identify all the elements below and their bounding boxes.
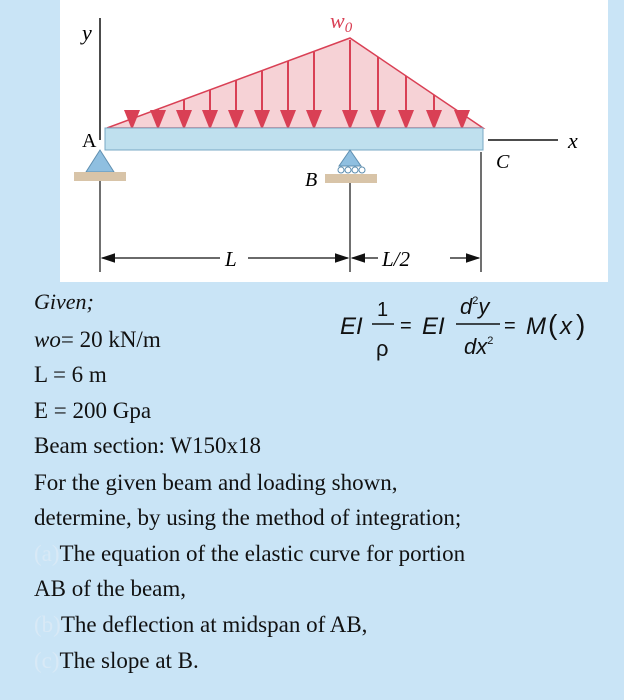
given-label: Given;	[34, 289, 94, 314]
curvature-equation	[340, 292, 610, 372]
beam-figure	[60, 0, 608, 282]
dim-l2-label: L/2	[382, 247, 411, 271]
wo-value: = 20 kN/m	[60, 327, 161, 352]
point-a-label: A	[82, 130, 97, 152]
point-b-label: B	[305, 169, 318, 191]
load-label: w0	[330, 8, 353, 36]
given-section: Beam section: W150x18	[34, 433, 261, 458]
x-axis-label: x	[568, 128, 578, 153]
roller-support-b	[339, 150, 361, 166]
wo-variable: wo	[34, 327, 61, 352]
eq-equals-2: =	[504, 315, 516, 337]
part-b-marker: (b)	[34, 612, 61, 637]
dim-l-label: L	[225, 247, 237, 271]
eq-frac1-num: 1	[377, 299, 389, 321]
eq-equals-1: =	[400, 315, 412, 337]
eq-m: M	[526, 313, 546, 340]
eq-ei-1: EI	[340, 313, 363, 340]
part-b	[34, 612, 367, 638]
part-b-text: The deflection at midspan of AB,	[60, 612, 368, 637]
part-c-marker: (c)	[34, 648, 60, 673]
part-c-text: The slope at B.	[59, 648, 199, 673]
given-modulus: E = 200 Gpa	[34, 398, 152, 423]
beam-diagram	[60, 0, 608, 282]
part-a-cont: AB of the beam,	[34, 576, 187, 601]
eq-ei-2: EI	[422, 313, 445, 340]
y-axis-label: y	[82, 20, 92, 45]
problem-line-2: determine, by using the method of integration;	[34, 505, 462, 530]
part-a-text: The equation of the elastic curve for portion	[59, 541, 466, 566]
beam	[105, 128, 483, 150]
rollers-b	[338, 167, 365, 173]
part-a	[34, 541, 465, 567]
ground-a	[74, 172, 126, 181]
given-wo	[34, 327, 161, 353]
part-c	[34, 648, 199, 674]
point-c-label: C	[496, 151, 510, 173]
eq-frac2-num: $d^2y$	[460, 294, 490, 319]
part-a-marker: (a)	[34, 541, 60, 566]
load-triangle	[107, 38, 483, 128]
problem-line-1: For the given beam and loading shown,	[34, 470, 398, 495]
given-length: L = 6 m	[34, 362, 107, 387]
eq-frac1-den: ρ	[376, 336, 389, 361]
pin-support-a	[86, 150, 114, 172]
eq-paren-open: (	[548, 309, 558, 340]
eq-x: x	[560, 313, 572, 340]
eq-paren-close: )	[576, 309, 586, 340]
eq-frac2-den: $dx^2$	[464, 334, 494, 359]
ground-b	[325, 174, 377, 183]
